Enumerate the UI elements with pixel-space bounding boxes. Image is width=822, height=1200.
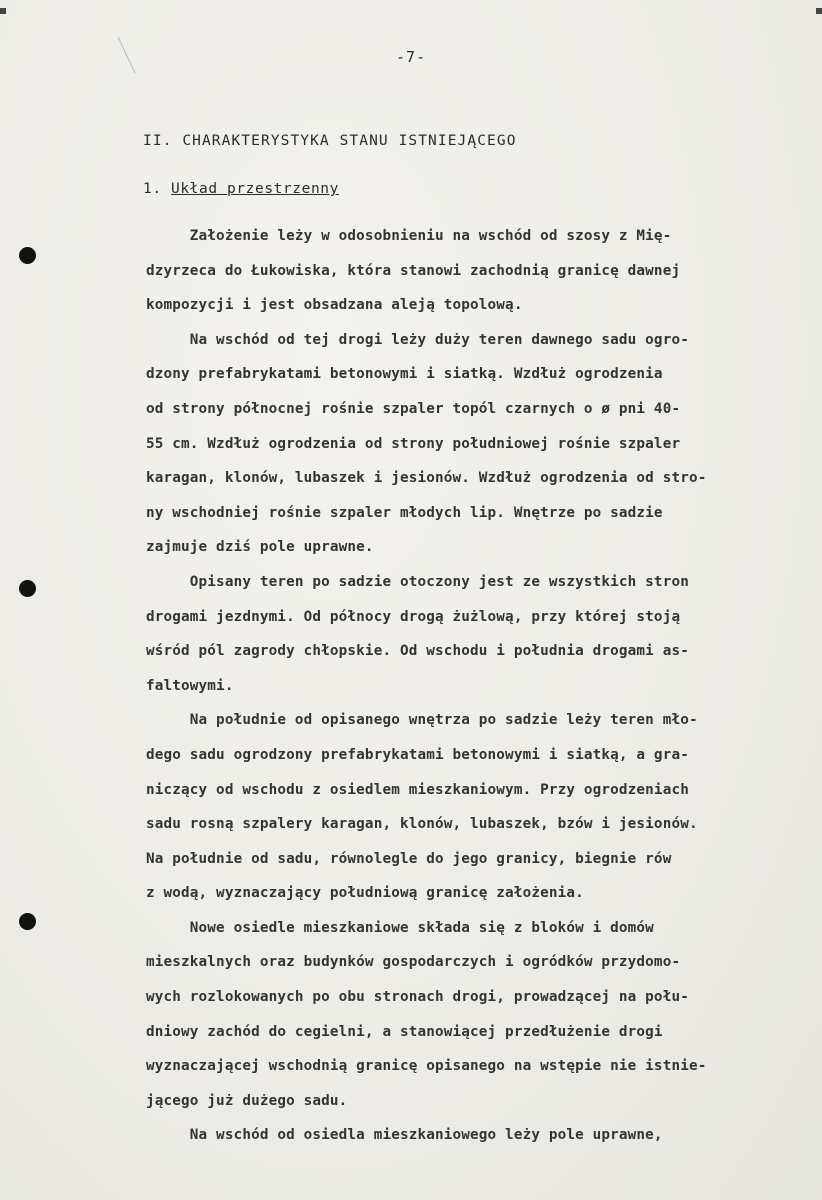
text-line: wśród pól zagrody chłopskie. Od wschodu i południa drogami as- [146,643,689,660]
text-line: faltowymi. [146,677,234,694]
body-text [146,219,786,1153]
text-line: dzony prefabrykatami betonowymi i siatką. Wzdłuż ogrodzenia [146,366,663,383]
text-line: z wodą, wyznaczający południową granicę założenia. [146,885,584,902]
text-line: karagan, klonów, lubaszek i jesionów. Wzdłuż ogrodzenia od stro- [146,470,707,487]
punch-hole-top [19,247,36,264]
section-title: II. CHARAKTERYSTYKA STANU ISTNIEJĄCEGO [143,133,517,149]
corner-mark-left [0,8,6,14]
text-line: dzyrzeca do Łukowiska, która stanowi zachodnią granicę dawnej [146,262,681,279]
text-line: od strony północnej rośnie szpaler topól czarnych o ø pni 40- [146,400,681,417]
text-line: Założenie leży w odosobnieniu na wschód od szosy z Mię- [146,228,672,244]
text-line: dego sadu ogrodzony prefabrykatami betonowymi i siatką, a gra- [146,746,689,763]
subsection-title: Układ przestrzenny [171,181,339,197]
text-line: Opisany teren po sadzie otoczony jest ze wszystkich stron [146,573,689,590]
text-line: sadu rosną szpalery karagan, klonów, lubaszek, bzów i jesionów. [146,816,698,833]
punch-hole-bottom [19,913,36,930]
text-line: Na wschód od osiedla mieszkaniowego leży pole uprawne, [146,1127,663,1144]
text-line: mieszkalnych oraz budynków gospodarczych i ogródków przydomo- [146,954,681,971]
text-line: Na południe od sadu, równolegle do jego granicy, biegnie rów [146,850,672,867]
text-line: drogami jezdnymi. Od północy drogą żużlową, przy której stoją [146,608,681,625]
text-line: Nowe osiedle mieszkaniowe składa się z bloków i domów [146,919,654,936]
page-number: -7- [395,48,427,66]
subsection-number: 1. [143,181,162,197]
subsection-heading [143,181,339,197]
text-line: Na południe od opisanego wnętrza po sadzie leży teren mło- [146,712,698,729]
text-line: wych rozlokowanych po obu stronach drogi, prowadzącej na połu- [146,989,689,1006]
text-line: dniowy zachód do cegielni, a stanowiącej przedłużenie drogi [146,1023,663,1040]
text-line: wyznaczającej wschodnią granicę opisanego na wstępie nie istnie- [146,1058,707,1075]
text-line: jącego już dużego sadu. [146,1092,348,1109]
text-line: kompozycji i jest obsadzana aleją topolową. [146,297,523,314]
text-line: ny wschodniej rośnie szpaler młodych lip. Wnętrze po sadzie [146,504,663,521]
text-line: niczący od wschodu z osiedlem mieszkaniowym. Przy ogrodzeniach [146,781,689,798]
corner-mark-right [816,8,822,14]
text-line: Na wschód od tej drogi leży duży teren dawnego sadu ogro- [146,331,689,348]
text-line: 55 cm. Wzdłuż ogrodzenia od strony południowej rośnie szpaler [146,435,681,452]
text-line: zajmuje dziś pole uprawne. [146,539,374,556]
punch-hole-middle [19,580,36,597]
